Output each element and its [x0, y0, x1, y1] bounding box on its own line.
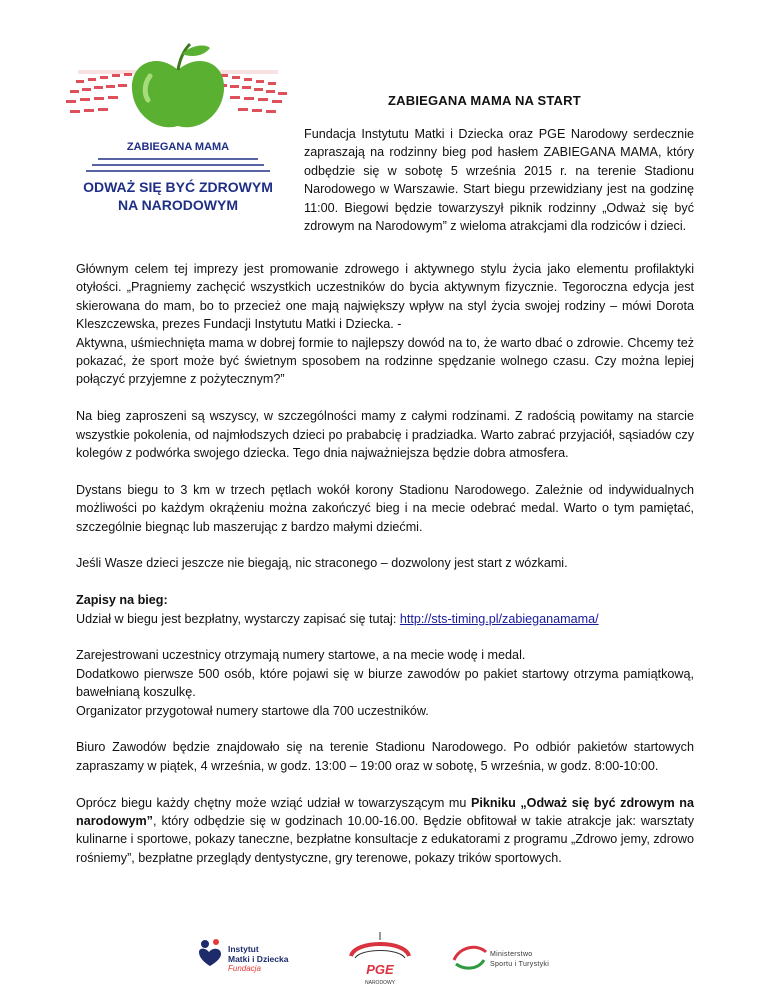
logo-line2: ODWAŻ SIĘ BYĆ ZDROWYM	[83, 179, 273, 195]
pge-stadium-icon	[345, 930, 415, 990]
imid-heart-icon	[196, 936, 226, 970]
footer-logos	[0, 930, 768, 990]
ministry-line1: Ministerstwo	[490, 951, 533, 958]
logo-float-spacer	[76, 125, 304, 237]
paragraph-strollers: Jeśli Wasze dzieci jeszcze nie biegają, nic straconego – dozwolony jest start z wózkami.	[76, 556, 568, 571]
signup-text: Udział w biegu jest bezpłatny, wystarczy zapisać się tutaj:	[76, 611, 400, 626]
ministry-emblem-icon	[450, 938, 490, 978]
paragraph-goal: Głównym celem tej imprezy jest promowanie zdrowego i aktywnego stylu życia jako elementu profilaktyki otyłości. „Pragniemy zachęcić wszystkich uczestników do bycia aktywnym fizycznie. Tegoroczna edycja jest skierowana do mam, bo to przecież one mają największy wpływ na styl życia swojej rodziny – mówi Dorota Kleszczewska, prezes Fundacji Instytutu Matki i Dziecka. -	[76, 262, 694, 332]
imid-line1: Instytut	[228, 944, 259, 954]
participants-line1: Zarejestrowani uczestnicy otrzymają numery startowe, a na mecie wodę i medal.	[76, 648, 526, 663]
article-body	[76, 260, 694, 886]
logo-line3: NA NARODOWYM	[117, 197, 239, 213]
signup-link[interactable]: http://sts-timing.pl/zabieganamama/	[399, 611, 599, 626]
picnic-name: Pikniku „Odważ się być zdrowym na narodowym”	[76, 795, 694, 829]
pge-narodowy-logo	[345, 930, 415, 990]
pge-sub: NARODOWY	[365, 980, 395, 986]
apple-icon	[132, 44, 224, 127]
intro-paragraph: Fundacja Instytutu Matki i Dziecka oraz PGE Narodowy serdecznie zapraszają na rodzinny bieg pod hasłem ZABIEGANA MAMA, który odbędzie się w sobotę 5 września 2015 r. na terenie Stadionu Narodowego w Warszawie. Start biegu przewidziany jest na godzinę 11:00. Biegowi będzie towarzyszył piknik rodzinny „Odważ się być zdrowym na Narodowym” z wieloma atrakcjami dla rodziców i dzieci.	[304, 127, 694, 234]
picnic-start: Oprócz biegu każdy chętny może wziąć udział w towarzyszącym mu	[76, 795, 471, 810]
participants-line3: Organizator przygotował numery startowe dla 700 uczestników.	[76, 703, 429, 718]
paragraph-quote: Aktywna, uśmiechnięta mama w dobrej formie to najlepszy dowód na to, że warto dbać o zdrowie. Chcemy też pokazać, że sport może być świetnym sposobem na rodzinne spędzanie wolnego czasu. Czy można lepiej połączyć przyjemne z pożytecznym?”	[76, 335, 694, 387]
logo-line1: ZABIEGANA MAMA	[126, 141, 230, 153]
page-title: ZABIEGANA MAMA NA START	[388, 93, 581, 108]
ministry-logo	[450, 938, 590, 982]
picnic-end: , który odbędzie się w godzinach 10.00-16.00. Będzie obfitował w takie atrakcje jak: warsztaty kulinarne i sportowe, pokazy taneczne, bezpłatne konsultacje z edukatorami z programu „Zdrowo jemy, zdrowo rośniemy”, bezpłatne przeglądy dentystyczne, gry terenowe, pokazy trików sportowych.	[76, 814, 694, 865]
imid-line3: Fundacja	[228, 964, 261, 973]
pge-label: PGE	[366, 962, 394, 977]
paragraph-picnic	[76, 794, 694, 868]
signup-section	[76, 591, 694, 628]
paragraph-office: Biuro Zawodów będzie znajdowało się na terenie Stadionu Narodowego. Po odbiór pakietów startowych zapraszamy w piątek, 4 września, w godz. 13:00 – 19:00 oraz w sobotę, 5 września, w godz. 8:00-10:00.	[76, 740, 694, 773]
paragraph-distance: Dystans biegu to 3 km w trzech pętlach wokół korony Stadionu Narodowego. Zależnie od indywidualnych możliwości po każdym okrążeniu można zakończyć bieg i na mecie odebrać medal. Warto o tym pamiętać, szczególnie biegnąc lub maszerując z bardzo małymi dziećmi.	[76, 482, 694, 534]
paragraph-invitation: Na bieg zaproszeni są wszyscy, w szczególności mamy z całymi rodzinami. Z radością powitamy na starcie wszystkie pokolenia, od najmłodszych dzieci po prababcię i pradziadka. Warto zabrać przyjaciół, sąsiadów czy kolegów z podwórka swojego dziecka. Tego dnia najważniejsza będzie dobra atmosfera.	[76, 409, 694, 461]
signup-heading: Zapisy na bieg:	[76, 593, 168, 608]
ministry-line2: Sportu i Turystyki	[490, 961, 550, 968]
participants-info	[76, 646, 694, 720]
intro-section	[76, 125, 694, 237]
imid-line2: Matki i Dziecka	[228, 954, 289, 964]
imid-logo	[196, 936, 306, 984]
participants-line2: Dodatkowo pierwsze 500 osób, które pojawi się w biurze zawodów po pakiet startowy otrzyma pamiątkową, bawełnianą koszulkę.	[76, 666, 694, 700]
